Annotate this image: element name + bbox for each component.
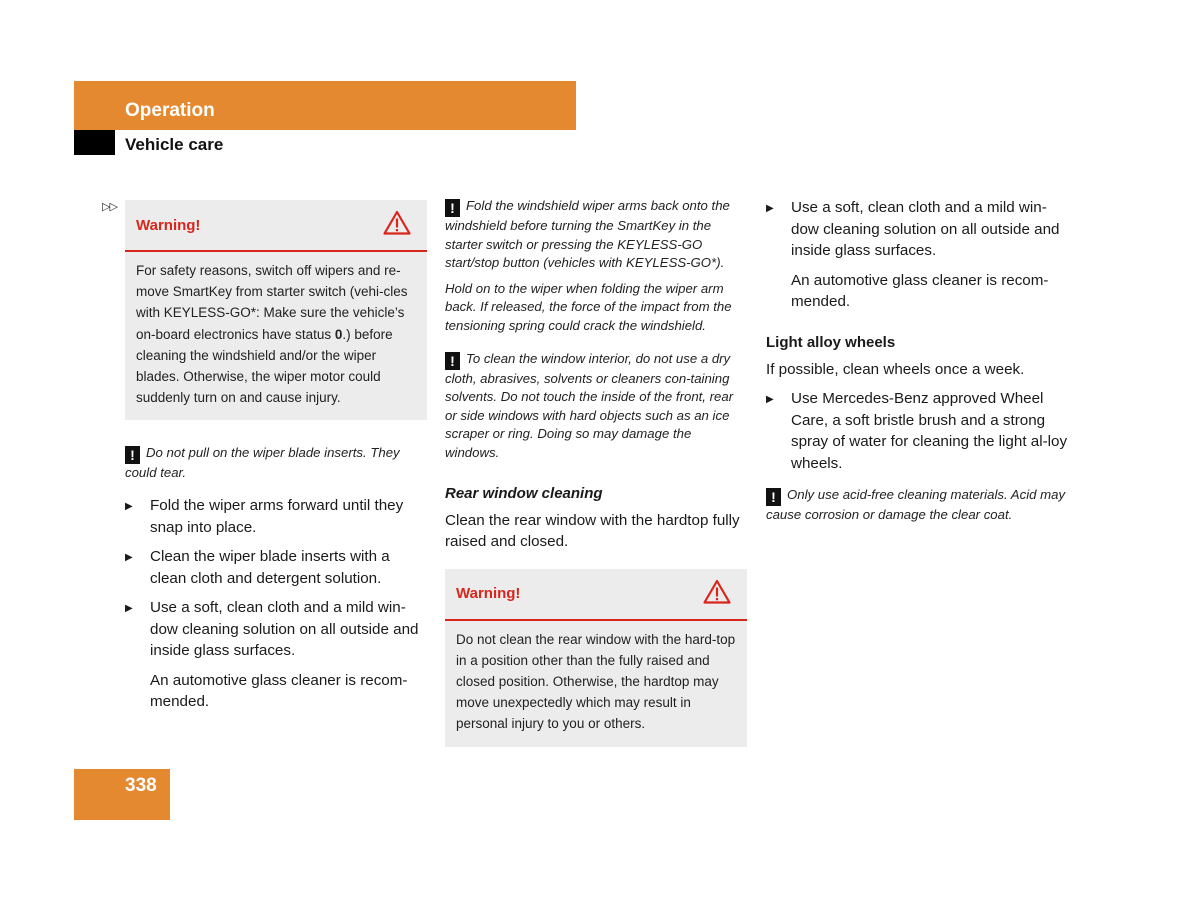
triangle-bullet-icon: ▶ xyxy=(125,603,133,615)
list-item-text: Use Mercedes-Benz approved Wheel Care, a soft bristle brush and a strong spray of water for cleaning the light al-loy wheels. xyxy=(791,390,1068,472)
notice-continued: Hold on to the wiper when folding the wiper arm back. If released, the force of the impact from the tensioning spring could crack the windshield. xyxy=(445,280,732,333)
status-value: 0 xyxy=(334,326,343,342)
warning-label: Warning! xyxy=(456,585,521,603)
list-item-text: Use a soft, clean cloth and a mild win-dow cleaning solution on all outside and inside glass surfaces. xyxy=(150,599,419,660)
triangle-bullet-icon: ▶ xyxy=(125,501,133,513)
notice-text: Do not pull on the wiper blade inserts. They could tear. xyxy=(125,445,400,481)
list-item xyxy=(125,495,427,538)
notice xyxy=(125,444,427,483)
warning-box xyxy=(445,569,747,747)
page-number: 338 xyxy=(125,775,157,796)
paragraph: Clean the rear window with the hardtop fully raised and closed. xyxy=(445,511,740,551)
section-title: Operation xyxy=(125,100,215,121)
notice-text: To clean the window interior, do not use a dry cloth, abrasives, solvents or cleaners con-taining solvents. Do not touch the inside of the front, rear or side windows with hard objects such as an ice scraper or ring. Doing so may damage the windows. xyxy=(445,350,734,460)
exclamation-icon: ! xyxy=(445,352,460,370)
warning-label: Warning! xyxy=(136,216,201,234)
notice xyxy=(445,197,747,273)
triangle-bullet-icon: ▶ xyxy=(766,203,774,214)
column-2 xyxy=(445,197,747,747)
warning-body: Do not clean the rear window with the hard-top in a position other than the fully raised and closed position. Otherwise, the hardtop may move unexpectedly which may result in personal injury to you or others. xyxy=(456,631,736,732)
column-1 xyxy=(125,197,427,713)
list-item xyxy=(766,197,1068,262)
notice-text: Fold the windshield wiper arms back onto the windshield before turning the SmartKey in the starter switch or pressing the KEYLESS-GO start/stop button (vehicles with KEYLESS-GO*). xyxy=(445,198,730,271)
exclamation-icon: ! xyxy=(445,199,460,217)
exclamation-icon: ! xyxy=(766,488,781,506)
section-tab-marker xyxy=(74,130,115,155)
section-heading: Rear window cleaning xyxy=(445,484,603,502)
notice xyxy=(445,350,747,463)
notice-text: Only use acid-free cleaning materials. Acid may cause corrosion or damage the clear coat. xyxy=(766,487,1066,522)
warning-text: For safety reasons, switch off wipers and re-move SmartKey from starter switch (vehi-cles with KEYLESS-GO*: Make sure the vehicle’s on-board electronics have status xyxy=(136,263,408,342)
notice xyxy=(766,486,1068,525)
column-3 xyxy=(766,197,1068,525)
warning-text-continued: .) before cleaning the windshield and/or the wiper blades. Otherwise, the wiper motor could suddenly turn on and cause injury. xyxy=(136,326,393,406)
subsection-title: Vehicle care xyxy=(125,135,224,154)
warning-box xyxy=(125,200,427,420)
warning-triangle-icon xyxy=(703,579,731,609)
triangle-bullet-icon: ▶ xyxy=(766,394,774,405)
list-item-text: Fold the wiper arms forward until they snap into place. xyxy=(150,497,404,536)
list-item-text: Use a soft, clean cloth and a mild win-dow cleaning solution on all outside and inside glass surfaces. xyxy=(791,199,1060,259)
note-paragraph: An automotive glass cleaner is recom-mended. xyxy=(150,671,408,711)
list-item-text: Clean the wiper blade inserts with a clean cloth and detergent solution. xyxy=(150,548,390,587)
section-heading: Light alloy wheels xyxy=(766,333,896,351)
triangle-bullet-icon: ▶ xyxy=(125,552,133,564)
note-paragraph: An automotive glass cleaner is recom-mended. xyxy=(791,271,1049,310)
warning-header xyxy=(125,200,427,252)
list-item xyxy=(125,597,427,662)
warning-body xyxy=(125,252,427,420)
exclamation-icon: ! xyxy=(125,446,140,464)
warning-triangle-icon xyxy=(383,210,411,240)
paragraph: If possible, clean wheels once a week. xyxy=(766,360,1025,378)
warning-header xyxy=(445,569,747,621)
list-item xyxy=(766,388,1068,474)
list-item xyxy=(125,546,427,589)
continued-marker: ▷▷ xyxy=(102,201,117,213)
